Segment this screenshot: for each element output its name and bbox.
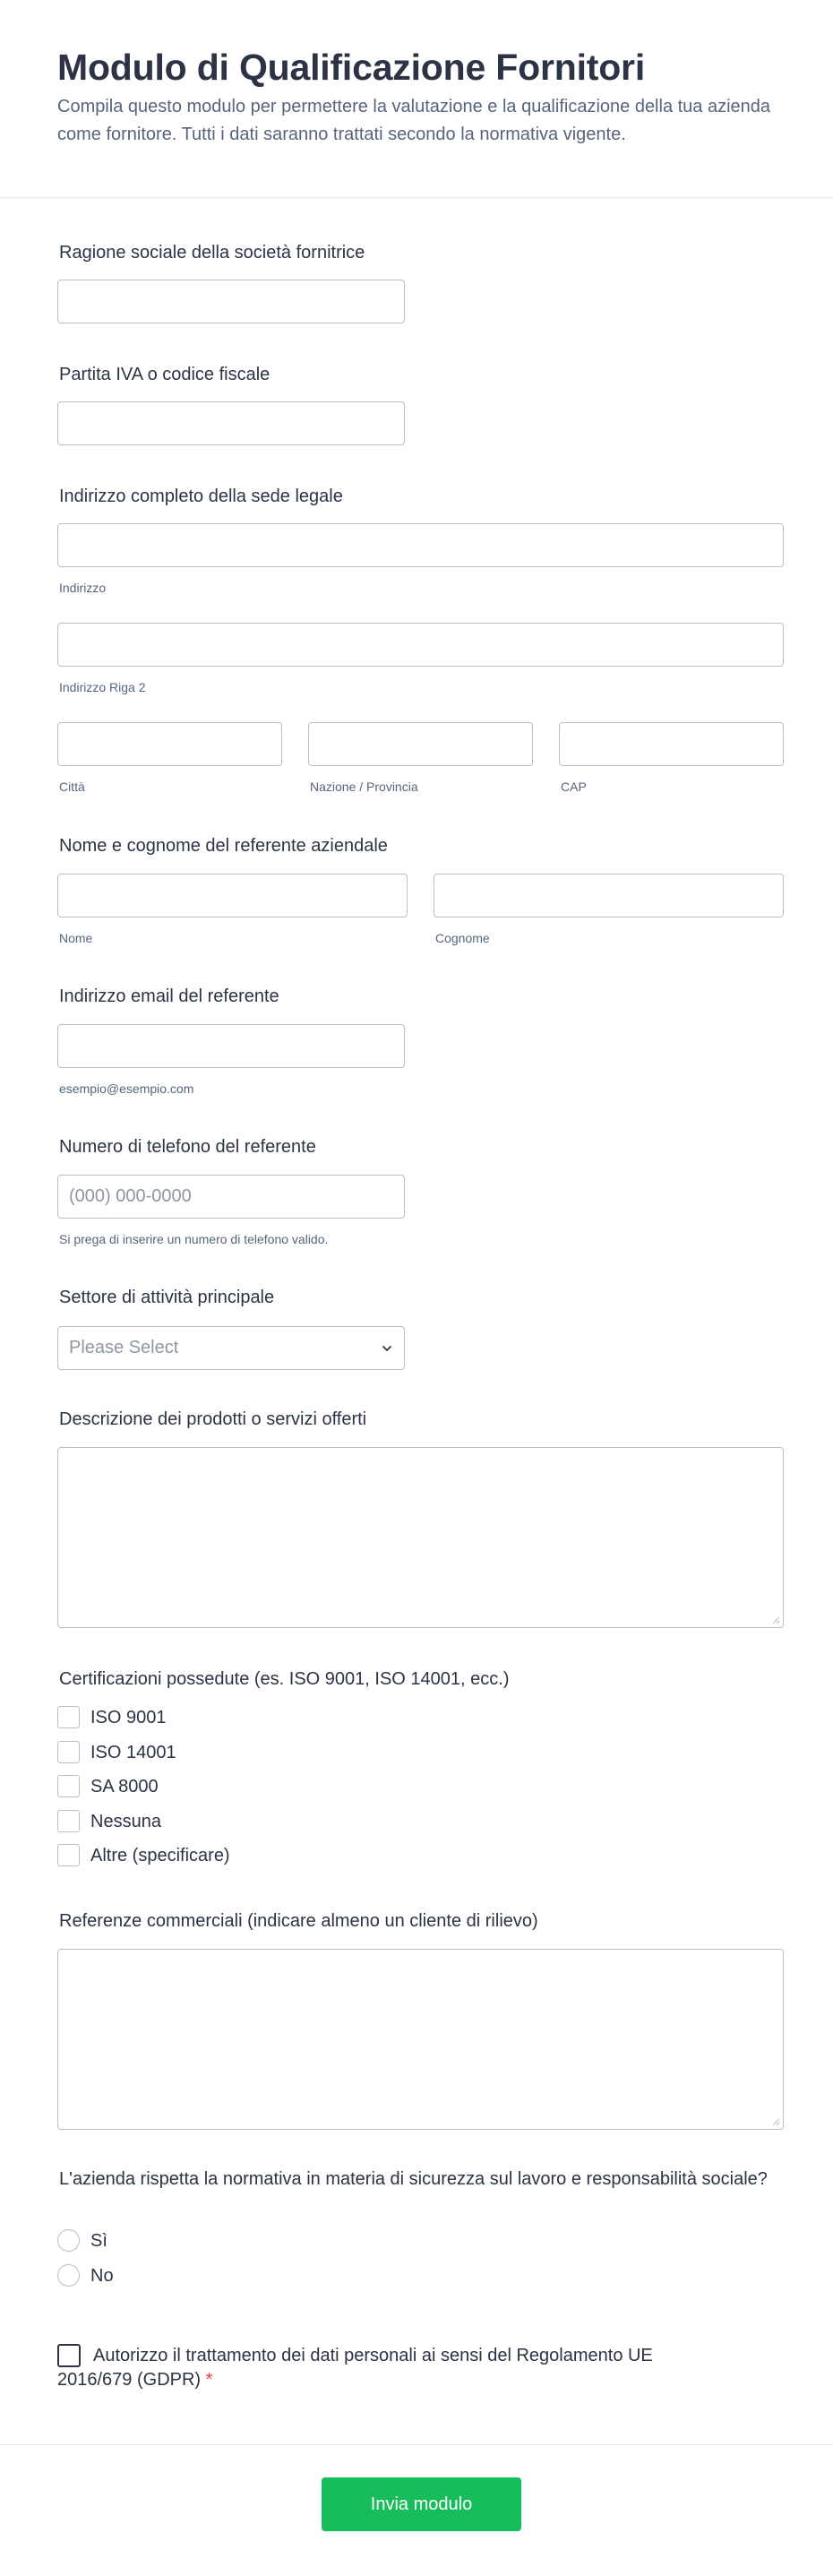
safety-label: L'azienda rispetta la normativa in materia di sicurezza sul lavoro e responsabilità sociale? xyxy=(59,2169,768,2189)
last-name-sublabel: Cognome xyxy=(435,931,490,945)
company-name-label: Ragione sociale della società fornitrice xyxy=(59,243,365,263)
vat-input[interactable] xyxy=(57,401,405,445)
address-line1-sublabel: Indirizzo xyxy=(59,581,107,595)
address-line2-sublabel: Indirizzo Riga 2 xyxy=(59,680,146,694)
vat-label: Partita IVA o codice fiscale xyxy=(59,365,271,384)
checkbox[interactable] xyxy=(57,1810,80,1832)
required-asterisk: * xyxy=(205,2370,213,2390)
email-sublabel: esempio@esempio.com xyxy=(59,1081,194,1096)
state-input[interactable] xyxy=(308,722,533,766)
form-footer xyxy=(0,2444,833,2576)
resize-grip-icon[interactable] xyxy=(771,1615,780,1624)
zip-input[interactable] xyxy=(559,722,784,766)
page-subtitle: Compila questo modulo per permettere la valutazione e la qualificazione della tua azienda come fornitore. Tutti i dati saranno trattati secondo la normativa vigente. xyxy=(57,97,771,144)
consent-text xyxy=(57,2344,720,2392)
radio-label: No xyxy=(90,2266,114,2286)
form-header xyxy=(0,0,833,198)
consent-label: Autorizzo il trattamento dei dati personali ai sensi del Regolamento UE 2016/679 (GDPR) xyxy=(57,2346,653,2390)
city-input[interactable] xyxy=(57,722,282,766)
zip-sublabel: CAP xyxy=(561,780,587,794)
first-name-input[interactable] xyxy=(57,874,408,918)
state-sublabel: Nazione / Provincia xyxy=(310,780,418,794)
checkbox-label: Altre (specificare) xyxy=(90,1846,230,1865)
phone-input[interactable]: (000) 000-0000 xyxy=(57,1175,405,1219)
last-name-input[interactable] xyxy=(434,874,784,918)
address-line2-input[interactable] xyxy=(57,623,784,667)
checkbox-label: ISO 14001 xyxy=(90,1743,176,1762)
checkbox[interactable] xyxy=(57,1844,80,1866)
consent-checkbox[interactable] xyxy=(57,2344,81,2367)
contact-name-label: Nome e cognome del referente aziendale xyxy=(59,836,388,856)
address-line1-input[interactable] xyxy=(57,523,784,567)
references-textarea[interactable] xyxy=(57,1949,784,2130)
certifications-label: Certificazioni possedute (es. ISO 9001, ISO 14001, ecc.) xyxy=(59,1669,510,1689)
checkbox[interactable] xyxy=(57,1706,80,1728)
sector-label: Settore di attività principale xyxy=(59,1288,275,1307)
address-label: Indirizzo completo della sede legale xyxy=(59,487,343,506)
sector-select[interactable] xyxy=(57,1326,405,1370)
radio[interactable] xyxy=(57,2229,80,2252)
resize-grip-icon[interactable] xyxy=(771,2117,780,2126)
company-name-input[interactable] xyxy=(57,280,405,323)
email-input[interactable] xyxy=(57,1024,405,1068)
chevron-down-icon xyxy=(381,1342,393,1355)
checkbox-label: ISO 9001 xyxy=(90,1708,167,1727)
first-name-sublabel: Nome xyxy=(59,931,93,945)
checkbox[interactable] xyxy=(57,1775,80,1797)
sector-selected-value: Please Select xyxy=(69,1338,179,1357)
radio[interactable] xyxy=(57,2264,80,2287)
checkbox-label: SA 8000 xyxy=(90,1777,159,1796)
radio-label: Sì xyxy=(90,2231,107,2251)
email-label: Indirizzo email del referente xyxy=(59,986,279,1006)
products-textarea[interactable] xyxy=(57,1447,784,1628)
page-title: Modulo di Qualificazione Fornitori xyxy=(57,47,646,88)
checkbox[interactable] xyxy=(57,1741,80,1763)
products-label: Descrizione dei prodotti o servizi offerti xyxy=(59,1409,367,1429)
submit-button[interactable]: Invia modulo xyxy=(322,2477,521,2531)
phone-label: Numero di telefono del referente xyxy=(59,1137,316,1157)
city-sublabel: Città xyxy=(59,780,85,794)
checkbox-label: Nessuna xyxy=(90,1812,161,1831)
phone-sublabel: Si prega di inserire un numero di telefono valido. xyxy=(59,1232,329,1246)
references-label: Referenze commerciali (indicare almeno un cliente di rilievo) xyxy=(59,1911,538,1931)
